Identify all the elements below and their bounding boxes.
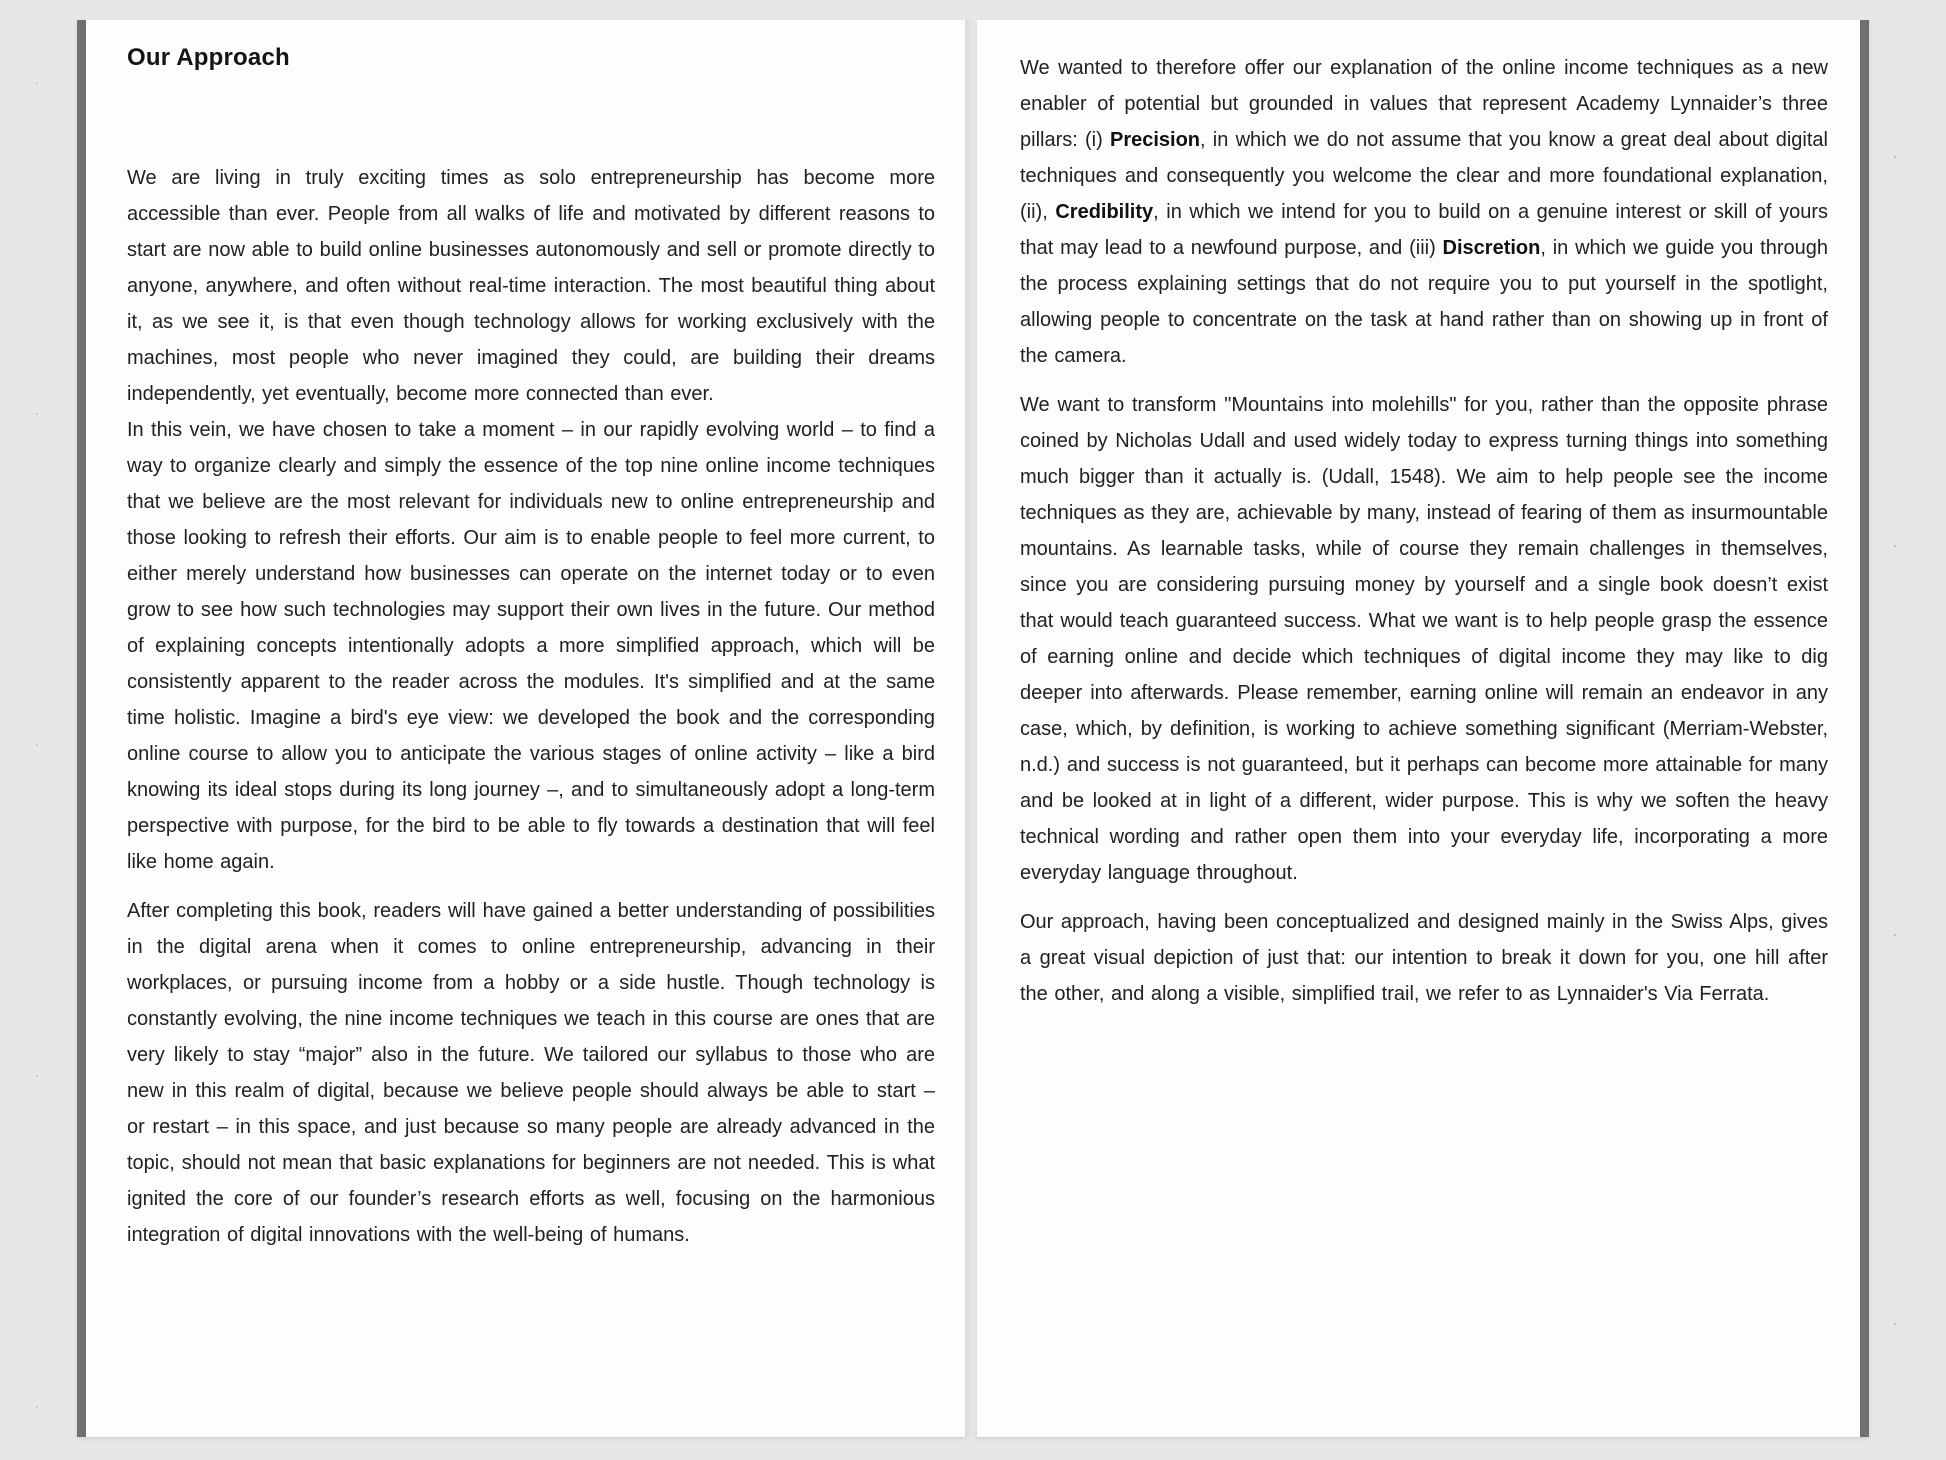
text-segment: We wanted to therefore offer our explanation of the online income techniques as a new enabler of potential but grounded in values that represent Academy Lynnaider’s three pillars: (i)	[1020, 57, 1828, 151]
text-segment: We are living in truly exciting times as solo entrepreneurship has become more accessible than ever. People from all walks of life and motivated by different reasons to start are now able to build online businesses autonomously and sell or promote directly to anyone, anywhere, and often without real-time interaction. The most beautiful thing about it, as we see it, is that even though technology allows for working exclusively with the machines, most people who never imagined they could, are building their dreams independently, yet eventually, become more connected than ever.	[127, 167, 935, 405]
paragraph	[1020, 387, 1828, 891]
page-right-paragraphs	[1020, 50, 1828, 1012]
text-segment: , in which we guide you through the process explaining settings that do not require you to put yourself in the spotlight, allowing people to concentrate on the task at hand rather than on showing up in front of the camera.	[1020, 237, 1828, 367]
page-left-content	[86, 20, 965, 1437]
page-gutter	[965, 20, 977, 1437]
pillar-term: Credibility	[1055, 201, 1154, 223]
paragraph	[127, 412, 935, 880]
text-segment: Our approach, having been conceptualized and designed mainly in the Swiss Alps, gives a great visual depiction of just that: our intention to break it down for you, one hill after the other, and along a visible, simplified trail, we refer to as Lynnaider's Via Ferrata.	[1020, 911, 1828, 1005]
text-segment: , in which we do not assume that you know a great deal about digital techniques and consequently you welcome the clear and more foundational explanation, (ii),	[1020, 129, 1828, 223]
text-segment: In this vein, we have chosen to take a moment – in our rapidly evolving world – to find a way to organize clearly and simply the essence of the top nine online income techniques that we believe are the most relevant for individuals new to online entrepreneurship and those looking to refresh their efforts. Our aim is to enable people to feel more current, to either merely understand how businesses can operate on the internet today or to even grow to see how such technologies may support their own lives in the future. Our method of explaining concepts intentionally adopts a more simplified approach, which will be consistently apparent to the reader across the modules. It's simplified and at the same time holistic. Imagine a bird's eye view: we developed the book and the corresponding online course to allow you to anticipate the various stages of online activity – like a bird knowing its ideal stops during its long journey –, and to simultaneously adopt a long-term perspective with purpose, for the bird to be able to fly towards a destination that will feel like home again.	[127, 419, 935, 873]
pillar-term: Precision	[1109, 129, 1201, 151]
page-right-content	[977, 20, 1860, 1437]
page-left-paragraphs	[127, 160, 935, 1253]
paragraph	[127, 160, 935, 412]
page-title: Our Approach	[127, 44, 290, 71]
paragraph	[127, 893, 935, 1253]
paragraph	[1020, 50, 1828, 374]
pillar-term: Discretion	[1442, 237, 1541, 259]
paragraph	[1020, 904, 1828, 1012]
page-left	[77, 20, 965, 1437]
page-right	[977, 20, 1869, 1437]
text-segment: , in which we intend for you to build on a genuine interest or skill of yours that may lead to a newfound purpose, and (iii)	[1020, 201, 1828, 259]
text-segment: After completing this book, readers will have gained a better understanding of possibilities in the digital arena when it comes to online entrepreneurship, advancing in their workplaces, or pursuing income from a hobby or a side hustle. Though technology is constantly evolving, the nine income techniques we teach in this course are ones that are very likely to stay “major” also in the future. We tailored our syllabus to those who are new in this realm of digital, because we believe people should always be able to start – or restart – in this space, and just because so many people are already advanced in the topic, should not mean that basic explanations for beginners are not needed. This is what ignited the core of our founder’s research efforts as well, focusing on the harmonious integration of digital innovations with the well-being of humans.	[127, 900, 935, 1246]
text-segment: We want to transform "Mountains into molehills" for you, rather than the opposite phrase coined by Nicholas Udall and used widely today to express turning things into something much bigger than it actually is. (Udall, 1548). We aim to help people see the income techniques as they are, achievable by many, instead of fearing of them as insurmountable mountains. As learnable tasks, while of course they remain challenges in themselves, since you are considering pursuing money by yourself and a single book doesn’t exist that would teach guaranteed success. What we want is to help people grasp the essence of earning online and decide which techniques of digital income they may like to dig deeper into afterwards. Please remember, earning online will remain an endeavor in any case, which, by definition, is working to achieve something significant (Merriam-Webster, n.d.) and success is not guaranteed, but it perhaps can become more attainable for many and be looked at in light of a different, wider purpose. This is why we soften the heavy technical wording and rather open them into your everyday life, incorporating a more everyday language throughout.	[1020, 394, 1828, 884]
